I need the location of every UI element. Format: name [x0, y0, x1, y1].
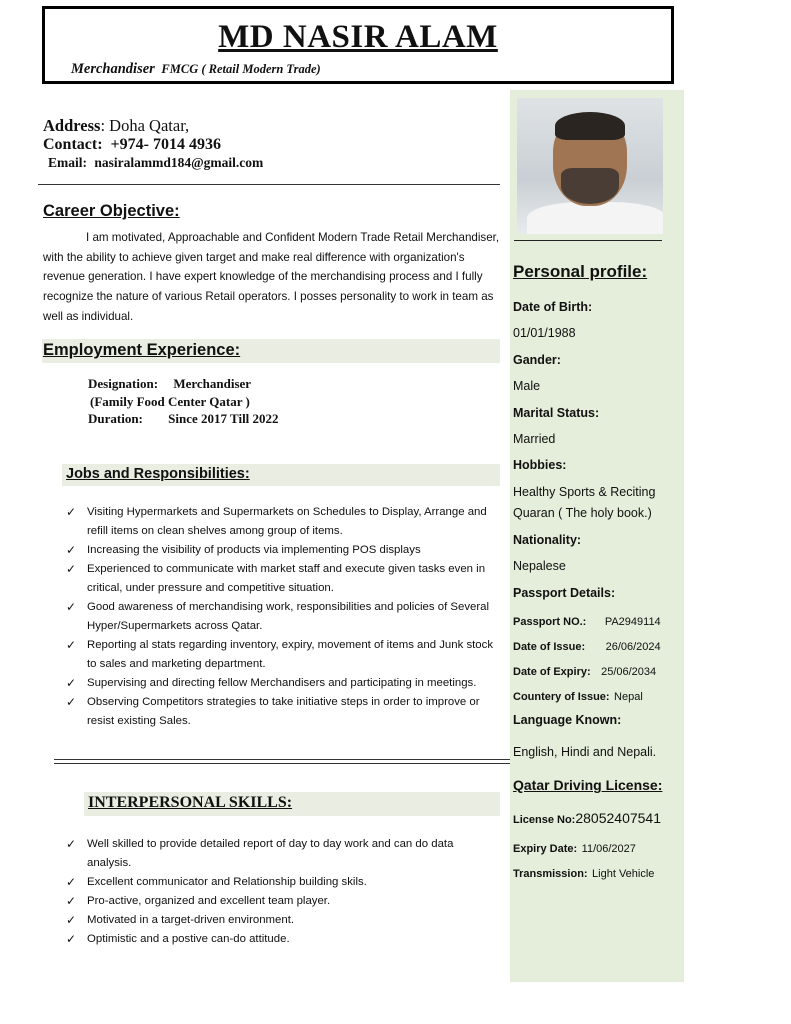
passport-no-value: PA2949114 — [604, 616, 661, 628]
check-icon: ✓ — [66, 562, 77, 576]
marital-value: Married — [513, 432, 556, 446]
passport-no-label: Passport NO.: — [513, 616, 587, 628]
jobs-list — [66, 503, 496, 731]
license-no-label: License No: — [513, 814, 576, 826]
address-label: Address — [43, 116, 101, 135]
designation-label: Designation: — [88, 376, 159, 391]
designation-line — [88, 376, 251, 392]
skill-item-text: Well skilled to provide detailed report of day to day work and can do data analysis. — [87, 838, 454, 869]
job-item-4 — [66, 598, 496, 636]
personal-profile-title: Personal profile: — [513, 262, 648, 281]
dob-value: 01/01/1988 — [513, 326, 576, 340]
transmission-value: Light Vehicle — [592, 868, 655, 880]
transmission-label: Transmission: — [513, 868, 588, 880]
contact-line — [43, 136, 221, 154]
license-expiry-label: Expiry Date: — [513, 843, 578, 855]
check-icon: ✓ — [66, 505, 77, 519]
check-icon: ✓ — [66, 837, 77, 851]
skills-title: INTERPERSONAL SKILLS: — [88, 794, 293, 811]
check-icon: ✓ — [66, 894, 77, 908]
skill-item-text: Pro-active, organized and excellent team player. — [87, 895, 331, 907]
duration-label: Duration: — [88, 411, 143, 423]
skill-item-3 — [66, 892, 496, 911]
dob-label: Date of Birth: — [513, 300, 593, 314]
check-icon: ✓ — [66, 875, 77, 889]
hobbies-line-2: Quaran ( The holy book.) — [513, 506, 652, 520]
passport-label: Passport Details: — [513, 586, 616, 600]
phone-value: +974- 7014 4936 — [110, 136, 221, 153]
contact-divider — [38, 184, 500, 185]
address-value: : Doha Qatar, — [100, 116, 190, 135]
check-icon: ✓ — [66, 913, 77, 927]
job-item-text: Visiting Hypermarkets and Supermarkets on Schedules to Display, Arrange and refill items on clean shelves among group of items. — [87, 506, 487, 537]
nationality-label: Nationality: — [513, 533, 582, 547]
job-item-text: Good awareness of merchandising work, responsibilities and policies of Several Hyper/Supermarkets across Qatar. — [87, 601, 490, 632]
job-item-2 — [66, 541, 496, 560]
email-label: Email: — [48, 155, 87, 170]
address-line — [43, 116, 189, 136]
expiry-row — [513, 662, 656, 680]
header-box — [42, 6, 674, 84]
language-value: English, Hindi and Nepali. — [513, 745, 657, 759]
skill-item-4 — [66, 911, 496, 930]
duration-line — [88, 411, 279, 423]
country-label: Countery of Issue: — [513, 691, 610, 703]
check-icon: ✓ — [66, 600, 77, 614]
license-expiry-row — [513, 839, 636, 857]
role-title: Merchandiser — [71, 61, 155, 77]
skill-item-2 — [66, 873, 496, 892]
expiry-label: Date of Expiry: — [513, 666, 591, 678]
profile-photo — [517, 98, 663, 234]
job-item-1 — [66, 503, 496, 541]
job-item-5 — [66, 636, 496, 674]
nationality-value: Nepalese — [513, 559, 566, 573]
transmission-row — [513, 864, 654, 882]
country-value: Nepal — [614, 691, 643, 703]
issue-label: Date of Issue: — [513, 641, 586, 653]
check-icon: ✓ — [66, 695, 77, 709]
job-item-text: Observing Competitors strategies to take initiative steps in order to improve or resist existing Sales. — [87, 696, 480, 727]
check-icon: ✓ — [66, 676, 77, 690]
passport-no-row — [513, 612, 661, 630]
job-item-text: Supervising and directing fellow Merchandisers and participating in meetings. — [87, 677, 477, 689]
issue-row — [513, 637, 661, 655]
job-item-text: Reporting al stats regarding inventory, expiry, movement of items and Junk stock to sales and marketing department. — [87, 639, 494, 670]
designation-value: Merchandiser — [173, 376, 252, 391]
skill-item-1 — [66, 835, 496, 873]
role-detail: FMCG ( Retail Modern Trade) — [161, 62, 321, 76]
skill-item-text: Optimistic and a postive can-do attitude. — [87, 933, 290, 945]
skill-item-text: Excellent communicator and Relationship building skils. — [87, 876, 367, 888]
jobs-title: Jobs and Responsibilities: — [66, 466, 250, 482]
skill-item-text: Motivated in a target-driven environment. — [87, 914, 295, 926]
career-objective-title: Career Objective: — [43, 202, 180, 220]
email-line — [48, 155, 263, 171]
issue-value: 26/06/2024 — [605, 641, 661, 653]
email-value[interactable]: nasiralammd184@gmail.com — [94, 155, 264, 170]
check-icon: ✓ — [66, 932, 77, 946]
career-objective-text: I am motivated, Approachable and Confident Modern Trade Retail Merchandiser, with the ability to achieve given target and make real difference with organization's revenue generation. I have expert knowledge of the merchandising process and I fully recognize the nature of various Retail operators. I posses personality to work in team as well as individual. — [43, 231, 500, 323]
employment-title: Employment Experience: — [43, 341, 241, 359]
marital-label: Marital Status: — [513, 406, 600, 420]
expiry-value: 25/06/2034 — [601, 666, 657, 678]
check-icon: ✓ — [66, 543, 77, 557]
license-no-row — [513, 810, 661, 828]
check-icon: ✓ — [66, 638, 77, 652]
country-row — [513, 687, 643, 705]
job-item-7 — [66, 693, 496, 731]
photo-divider — [514, 240, 662, 241]
duration-value: Since 2017 Till 2022 — [168, 411, 279, 423]
hobbies-line-1: Healthy Sports & Reciting — [513, 485, 656, 499]
language-label: Language Known: — [513, 713, 622, 727]
candidate-role — [71, 61, 321, 78]
license-no-value: 28052407541 — [575, 810, 662, 826]
job-item-3 — [66, 560, 496, 598]
hobbies-label: Hobbies: — [513, 458, 567, 472]
job-item-text: Experienced to communicate with market staff and execute given tasks even in critical, under pressure and competitive situation. — [87, 563, 486, 594]
gender-label: Gander: — [513, 353, 561, 367]
license-expiry-value: 11/06/2027 — [581, 843, 636, 855]
candidate-name: MD NASIR ALAM — [218, 19, 498, 55]
license-title: Qatar Driving License: — [513, 777, 663, 793]
jobs-divider-bottom — [54, 763, 510, 764]
company-line: (Family Food Center Qatar ) — [90, 394, 250, 409]
skills-list — [66, 835, 496, 949]
gender-value: Male — [513, 379, 541, 393]
job-item-text: Increasing the visibility of products via implementing POS displays — [87, 544, 421, 556]
phone-label: Contact: — [43, 136, 103, 153]
jobs-divider-top — [54, 759, 510, 760]
skill-item-5 — [66, 930, 496, 949]
job-item-6 — [66, 674, 496, 693]
